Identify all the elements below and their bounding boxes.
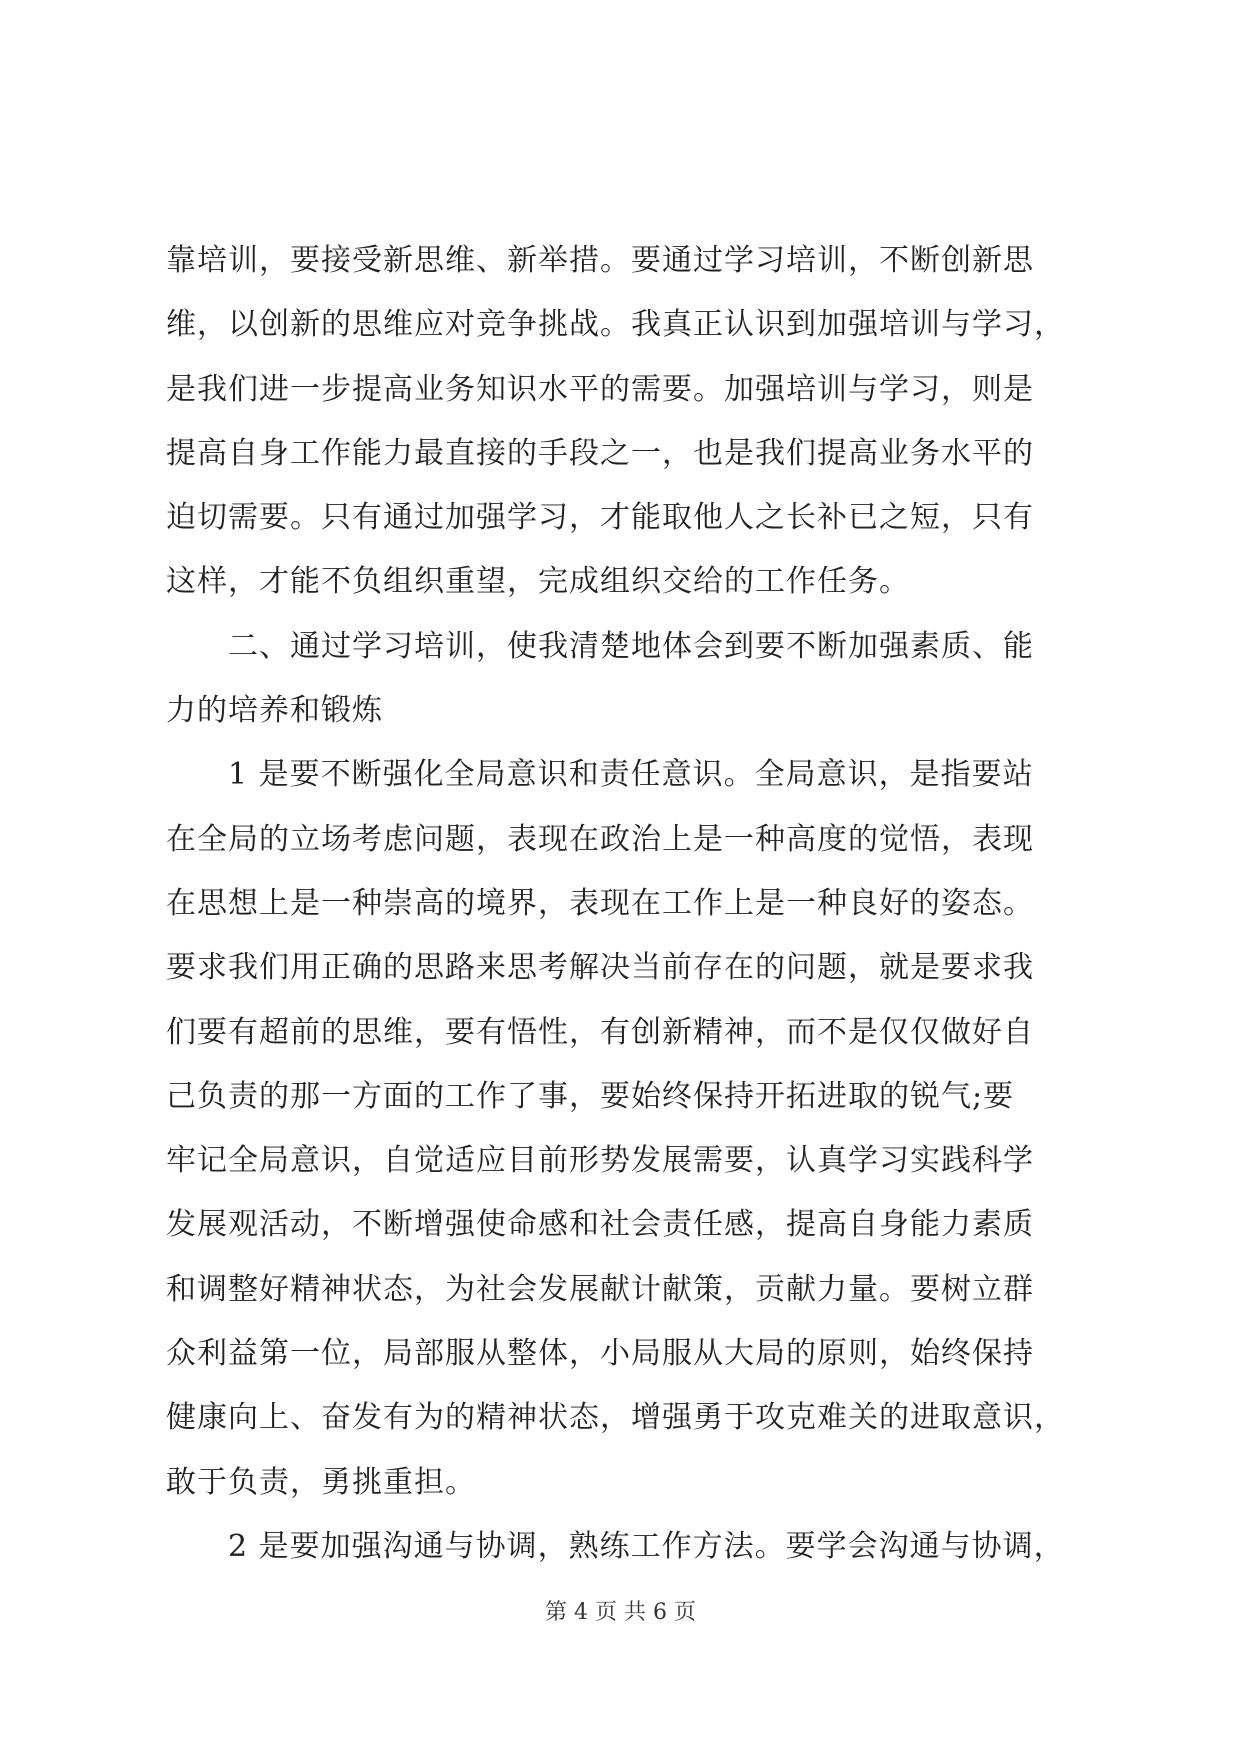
text-line: 敢于负责，勇挑重担。 — [166, 1464, 476, 1500]
document-body — [166, 229, 1091, 1579]
text-line: 是我们进一步提高业务知识水平的需要。加强培训与学习，则是 — [166, 371, 1034, 407]
text-line: 2 是要加强沟通与协调，熟练工作方法。要学会沟通与协调， — [166, 1528, 1065, 1564]
section-heading-line: 力的培养和锻炼 — [166, 693, 383, 729]
page-number-footer: 第 4 页 共 6 页 — [545, 1600, 696, 1625]
text-line: 牢记全局意识，自觉适应目前形势发展需要，认真学习实践科学 — [166, 1143, 1034, 1179]
text-line: 们要有超前的思维，要有悟性，有创新精神，而不是仅仅做好自 — [166, 1014, 1034, 1050]
text-line: 靠培训，要接受新思维、新举措。要通过学习培训，不断创新思 — [166, 243, 1034, 278]
text-line: 维，以创新的思维应对竞争挑战。我真正认识到加强培训与学习， — [166, 307, 1065, 343]
text-line: 己负责的那一方面的工作了事，要始终保持开拓进取的锐气;要 — [166, 1078, 1015, 1114]
text-line: 和调整好精神状态，为社会发展献计献策，贡献力量。要树立群 — [166, 1271, 1034, 1307]
text-line: 这样，才能不负组织重望，完成组织交给的工作任务。 — [166, 564, 910, 600]
text-line: 在思想上是一种崇高的境界，表现在工作上是一种良好的姿态。 — [166, 885, 1034, 921]
section-heading-line: 二、通过学习培训，使我清楚地体会到要不断加强素质、能 — [166, 628, 1034, 664]
text-line: 健康向上、奋发有为的精神状态，增强勇于攻克难关的进取意识， — [166, 1400, 1065, 1436]
text-line: 众利益第一位，局部服从整体，小局服从大局的原则，始终保持 — [166, 1336, 1034, 1372]
text-line: 1 是要不断强化全局意识和责任意识。全局意识，是指要站 — [166, 757, 1034, 793]
text-line: 发展观活动，不断增强使命感和社会责任感，提高自身能力素质 — [166, 1207, 1034, 1243]
text-line: 迫切需要。只有通过加强学习，才能取他人之长补已之短，只有 — [166, 500, 1034, 536]
text-line: 在全局的立场考虑问题，表现在政治上是一种高度的觉悟，表现 — [166, 821, 1034, 857]
text-line: 要求我们用正确的思路来思考解决当前存在的问题，就是要求我 — [166, 950, 1034, 986]
text-line: 提高自身工作能力最直接的手段之一，也是我们提高业务水平的 — [166, 435, 1034, 471]
